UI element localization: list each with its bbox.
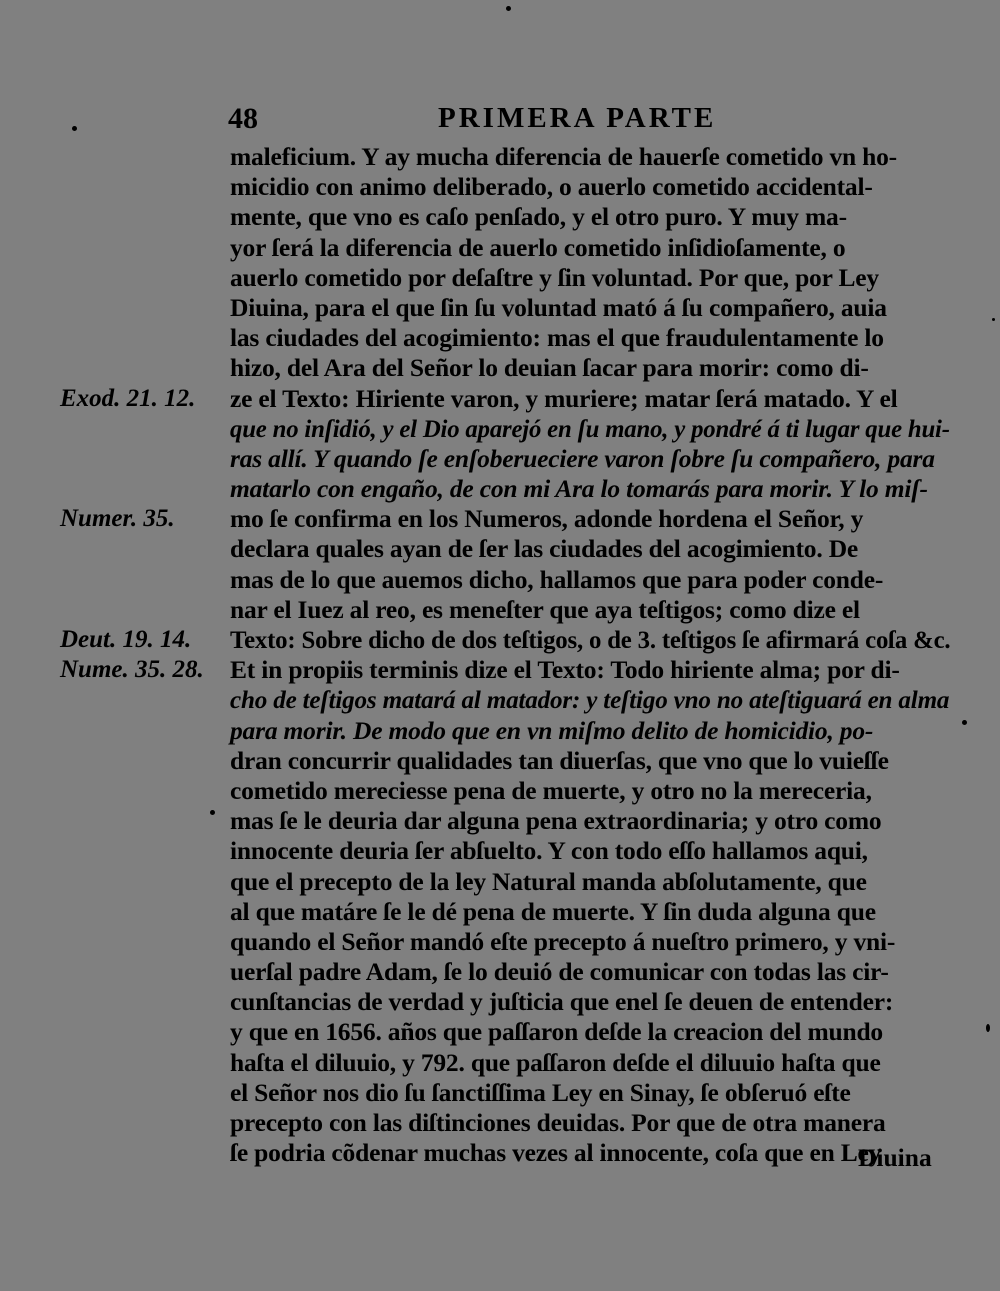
running-head: PRIMERA PARTE [438, 102, 717, 134]
text-line: ras allí. Y quando ſe enſoberueciere varon ſobre ſu compañero, para [230, 443, 935, 473]
text-line: quando el Señor mandó eſte precepto á nueſtro primero, y vni- [230, 926, 896, 956]
ink-speck [986, 1024, 990, 1032]
text-line: haſta el diluuio, y 792. que paſſaron deſde el diluuio haſta que [230, 1047, 881, 1077]
text-line: auerlo cometido por deſaſtre y ſin voluntad. Por que, por Ley [230, 262, 879, 292]
text-line: micidio con animo deliberado, o auerlo cometido accidental- [230, 172, 873, 202]
text-line: mas ſe le deuria dar alguna pena extraordinaria; y otro como [230, 806, 882, 836]
text-line: matarlo con engaño, de con mi Ara lo tomarás para morir. Y lo miſ- [230, 474, 928, 504]
text-line: las ciudades del acogimiento: mas el que fraudulentamente lo [230, 323, 884, 353]
text-line: uerſal padre Adam, ſe lo deuió de comunicar con todas las cir- [230, 957, 889, 987]
text-line: nar el Iuez al reo, es meneſter que aya teſtigos; como dize el [230, 594, 860, 624]
text-line: ze el Texto: Hiriente varon, y muriere; matar ſerá matado. Y el [230, 383, 898, 413]
margin-reference: Deut. 19. 14. [60, 626, 192, 654]
text-line: para morir. De modo que en vn miſmo delito de homicidio, po- [230, 715, 874, 745]
text-line: cometido mereciesse pena de muerte, y otro no la mereceria, [230, 775, 872, 805]
text-line: que el precepto de la ley Natural manda abſolutamente, que [230, 866, 867, 896]
ink-speck [506, 6, 511, 11]
margin-reference: Numer. 35. [60, 505, 175, 533]
body-text [230, 142, 950, 1168]
text-line: hizo, del Ara del Señor lo deuian ſacar para morir: como di- [230, 353, 869, 383]
text-line: mente, que vno es caſo penſado, y el otro puro. Y muy ma- [230, 202, 847, 232]
text-line: al que matáre ſe le dé pena de muerte. Y ſin duda alguna que [230, 896, 876, 926]
ink-speck [210, 810, 215, 815]
text-line: declara quales ayan de ſer las ciudades del acogimiento. De [230, 534, 859, 564]
text-line: dran concurrir qualidades tan diuerſas, que vno que lo vuieſſe [230, 745, 889, 775]
text-line: precepto con las diſtinciones deuidas. Por que de otra manera [230, 1108, 886, 1137]
text-line: innocente deuria ſer abſuelto. Y con todo eſſo hallamos aqui, [230, 836, 868, 866]
margin-reference: Nume. 35. 28. [60, 656, 204, 684]
margin-reference: Exod. 21. 12. [60, 384, 196, 412]
text-line: Diuina, para el que ſin ſu voluntad mató á ſu compañero, auia [230, 292, 887, 322]
text-line: cunſtancias de verdad y juſticia que enel ſe deuen de entender: [230, 987, 894, 1017]
text-line: el Señor nos dio ſu ſanctiſſima Ley en Sinay, ſe obſeruó eſte [230, 1077, 851, 1107]
ink-speck [992, 318, 995, 321]
text-line: maleficium. Y ay mucha diferencia de hauerſe cometido vn ho- [230, 142, 897, 171]
text-line: mo ſe confirma en los Numeros, adonde hordena el Señor, y [230, 504, 864, 534]
text-line: yor ſerá la diferencia de auerlo cometido inſidioſamente, o [230, 232, 846, 262]
text-line: y que en 1656. años que paſſaron deſde la creacion del mundo [230, 1017, 883, 1047]
catchword: Diuina [858, 1143, 932, 1172]
text-line: cho de teſtigos matará al matador: y teſtigo vno no ateſtiguará en alma [230, 685, 950, 715]
page-header [228, 102, 748, 142]
text-line: Texto: Sobre dicho de dos teſtigos, o de 3. teſtigos ſe afirmará coſa &c. [230, 625, 951, 654]
text-line: que no inſidió, y el Dio aparejó en ſu mano, y pondré á ti lugar que hui- [230, 413, 950, 443]
text-line: mas de lo que auemos dicho, hallamos que para poder conde- [230, 564, 884, 594]
ink-speck [72, 126, 77, 131]
ink-speck [962, 720, 967, 725]
text-line: Et in propiis terminis dize el Texto: Todo hiriente alma; por di- [230, 655, 900, 685]
page-number: 48 [228, 102, 258, 135]
text-line: ſe podria cõdenar muchas vezes al innocente, coſa que en Ley [230, 1138, 882, 1168]
